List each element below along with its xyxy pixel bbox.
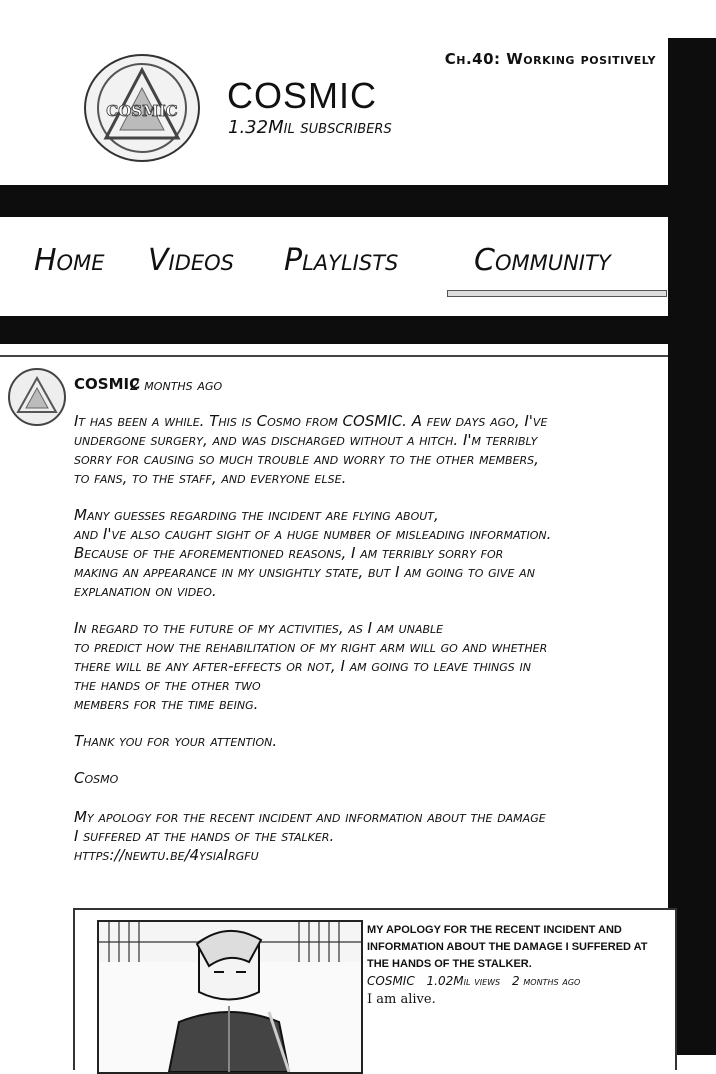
video-card[interactable] <box>73 908 677 1070</box>
post-paragraph: Thank you for your attention. <box>74 732 278 750</box>
chapter-title: Ch.40: Working positively <box>444 50 656 68</box>
post-paragraph: It has been a while. This is Cosmo from COSMIC. A few days ago, I've undergone surgery, and was discharged without a hitch. I'm terribly sorry for causing so much trouble and worry to the other members, to fans, to the staff, and everyone else. <box>74 412 548 487</box>
header-divider-band <box>0 185 668 217</box>
video-thumbnail[interactable] <box>97 920 363 1074</box>
page-edge-bar <box>668 38 716 1055</box>
video-views: 1.02Mil views <box>426 974 501 988</box>
post-divider <box>0 355 668 357</box>
video-description: I am alive. <box>367 992 436 1007</box>
post-signature: Cosmo <box>74 769 119 787</box>
avatar-logo-icon <box>10 370 64 424</box>
video-meta <box>367 974 588 988</box>
post-time[interactable]: 2 months ago <box>130 376 223 394</box>
channel-logo <box>84 54 200 162</box>
post-body <box>74 412 666 883</box>
post-video-link[interactable]: My apology for the recent incident and information about the damage I suffered at the hands of the stalker. https://newtu.be/4ysiaIrgfu <box>74 808 546 864</box>
video-time: 2 months ago <box>511 974 581 988</box>
tab-playlists[interactable]: Playlists <box>284 243 399 278</box>
tab-home[interactable]: Home <box>34 243 105 278</box>
tab-community[interactable]: Community <box>474 243 611 278</box>
video-title[interactable]: MY APOLOGY FOR THE RECENT INCIDENT AND INFORMATION ABOUT THE DAMAGE I SUFFERED AT THE HANDS OF THE STALKER. <box>367 924 648 970</box>
post-paragraph: In regard to the future of my activities, as I am unable to predict how the rehabilitation of my right arm will go and whether there will be any after-effects or not, I am going to leave things in the hands of the other two members for the time being. <box>74 619 548 713</box>
video-thumbnail-illustration <box>99 922 361 1072</box>
active-tab-indicator <box>447 290 667 297</box>
tab-videos[interactable]: Videos <box>148 243 235 278</box>
logo-text: COSMIC <box>106 102 178 120</box>
subscriber-count: 1.32Mil subscribers <box>228 117 392 138</box>
logo-triangle-icon <box>86 56 198 160</box>
video-channel[interactable]: COSMIC <box>367 974 415 988</box>
post-paragraph: Many guesses regarding the incident are flying about, and I've also caught sight of a huge number of misleading information. Because of the aforementioned reasons, I am terribly sorry for making an appearance in my unsightly state, but I am going to give an explanation on video. <box>74 506 552 600</box>
post-avatar[interactable] <box>8 368 66 426</box>
channel-name: COSMIC <box>227 75 377 116</box>
tabs-divider-band <box>0 316 668 344</box>
post-author[interactable]: COSMIC <box>74 375 141 393</box>
